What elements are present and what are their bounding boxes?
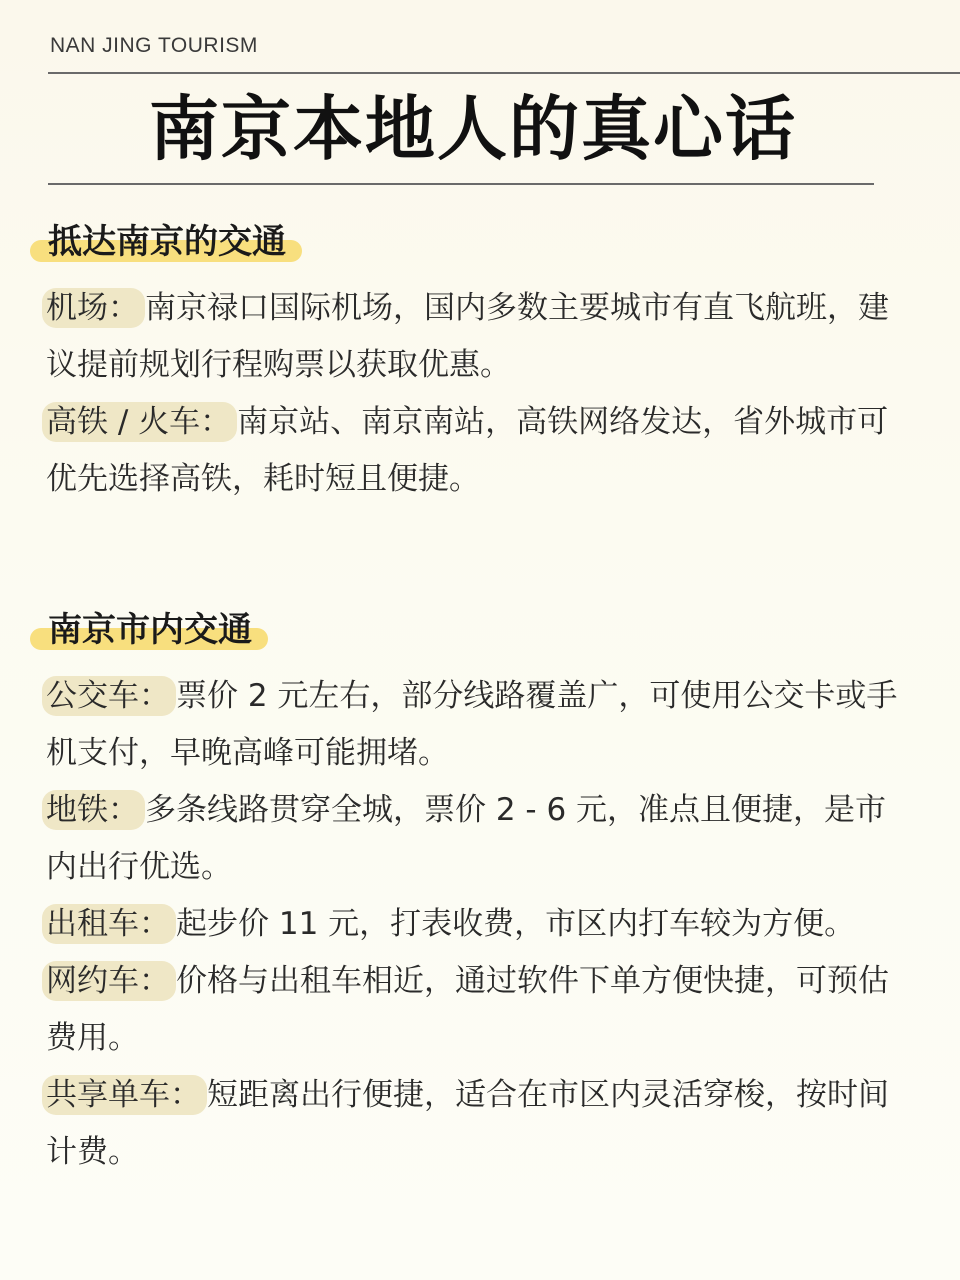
item-label: 地铁： [42,790,145,830]
list-item [46,782,916,896]
item-text: 南京站、南京南站，高铁网络发达，省外城市可优先选择高铁，耗时短且便捷。 [46,404,889,497]
list-item [46,668,916,782]
list-item [46,1067,916,1181]
item-text: 南京禄口国际机场，国内多数主要城市有直飞航班，建议提前规划行程购票以获取优惠。 [46,290,889,383]
title-divider [48,183,874,185]
section-heading: 抵达南京的交通 [46,220,298,264]
item-text: 短距离出行便捷，适合在市区内灵活穿梭，按时间计费。 [46,1077,889,1170]
item-label: 机场： [42,288,145,328]
list-item [46,394,916,508]
page-title: 南京本地人的真心话 [149,88,797,170]
item-text: 多条线路贯穿全城，票价 2 - 6 元，准点且便捷，是市内出行优选。 [46,792,887,885]
section-arrival [46,220,916,508]
item-label: 高铁 / 火车： [42,402,237,442]
item-label: 网约车： [42,961,176,1001]
top-divider [48,72,960,74]
item-text: 起步价 11 元，打表收费，市区内打车较为方便。 [176,906,856,942]
section-city-transport [46,608,916,1181]
item-text: 价格与出租车相近，通过软件下单方便快捷，可预估费用。 [46,963,889,1056]
item-label: 出租车： [42,904,176,944]
list-item [46,896,916,953]
item-label: 共享单车： [42,1075,207,1115]
brand-label: NAN JING TOURISM [50,34,258,57]
list-item [46,280,916,394]
item-text: 票价 2 元左右，部分线路覆盖广，可使用公交卡或手机支付，早晚高峰可能拥堵。 [46,678,898,771]
section-heading: 南京市内交通 [46,608,264,652]
list-item [46,953,916,1067]
item-label: 公交车： [42,676,176,716]
